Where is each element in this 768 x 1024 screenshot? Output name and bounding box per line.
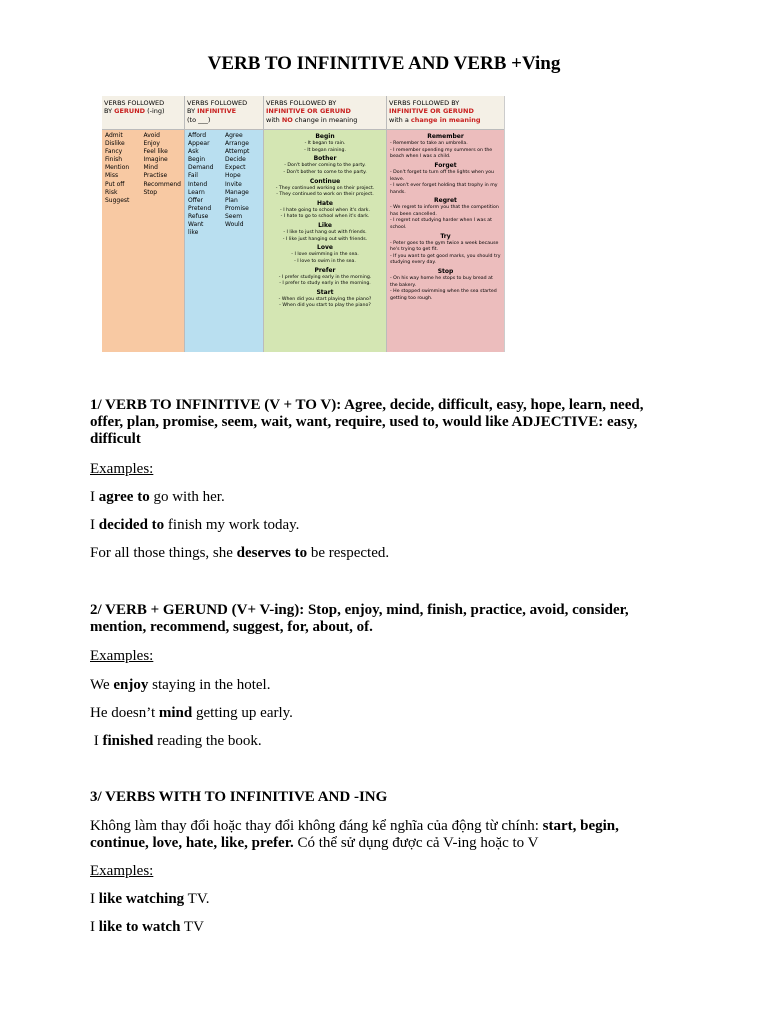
verb-item: Plan	[225, 196, 238, 204]
group-verb-title: Hate	[316, 199, 333, 207]
group-example: - I hate to go to school when it's dark.	[280, 214, 370, 220]
change-column	[387, 96, 504, 352]
group-example: - It began raining.	[304, 147, 346, 153]
group-example: - We regret to inform you that the competition has been cancelled.	[390, 205, 499, 217]
verb-item: Decide	[225, 156, 246, 164]
section2-examples-label: Examples:	[90, 648, 154, 664]
group-example: - If you want to get good marks, you should try studying every day.	[390, 253, 501, 266]
verb-item: Fancy	[105, 148, 123, 156]
group-verb-title: Forget	[434, 161, 457, 169]
verb-item: Avoid	[143, 132, 160, 139]
group-example: - I remember spending my summers on the beach when I was a child.	[390, 147, 493, 160]
section2-example1: We enjoy staying in the hotel.	[90, 677, 271, 693]
group-example: - He stopped swimming when the sea started getting too rough.	[390, 289, 497, 301]
section3-heading: 3/ VERBS WITH TO INFINITIVE AND -ING	[90, 789, 388, 805]
group-verb-title: Try	[440, 232, 451, 240]
group-verb-title: Bother	[313, 155, 337, 163]
verb-item: like	[188, 229, 199, 237]
group-example: - They continued to work on their project.	[276, 192, 374, 198]
verb-item: Would	[225, 221, 244, 229]
group-example: - On his way home he stops to buy bread at the bakery.	[390, 276, 493, 288]
verb-item: Dislike	[105, 140, 125, 148]
change-groups	[387, 130, 504, 352]
section3-description: Không làm thay đổi hoặc thay đổi không đáng kể nghĩa của động từ chính: start, begin, continue, love, hate, like, prefer. Có thể sử dụng được cả V-ing hoặc to V	[90, 818, 619, 851]
change-column-header: VERBS FOLLOWED BY INFINITIVE OR GERUND with a change in meaning	[387, 96, 504, 130]
verb-item: Recommend	[143, 180, 181, 188]
section3-examples-label: Examples:	[90, 863, 154, 879]
no-change-groups	[264, 130, 386, 352]
group-example: - I won't ever forget holding that trophy in my hands.	[390, 183, 498, 195]
group-example: - Don't bother to come to the party.	[283, 169, 367, 175]
group-verb-title: Remember	[427, 133, 464, 140]
section1-heading: 1/ VERB TO INFINITIVE (V + TO V): Agree, decide, difficult, easy, hope, learn, need, offer, plan, promise, seem, wait, want, require, used to, would like ADJECTIVE: easy, difficult	[90, 397, 644, 447]
verb-item: Begin	[188, 156, 206, 164]
verb-item: Learn	[188, 188, 205, 196]
section1-example2: I decided to finish my work today.	[90, 517, 300, 533]
section1-examples-label: Examples:	[90, 461, 154, 477]
section1-example1: I agree to go with her.	[90, 489, 225, 505]
verb-item: Stop	[143, 188, 158, 196]
verb-table-image	[102, 96, 505, 352]
verb-item: Invite	[225, 180, 242, 188]
gerund-verb-list	[102, 130, 184, 352]
group-verb-title: Like	[318, 222, 332, 229]
verb-item: Hope	[225, 172, 241, 180]
section2-example3: I finished reading the book.	[90, 733, 262, 749]
verb-item: Manage	[225, 188, 249, 196]
infinitive-verb-list	[185, 130, 263, 352]
page-title: VERB TO INFINITIVE AND VERB +Ving	[207, 53, 561, 74]
verb-item: Want	[188, 221, 204, 229]
verb-item: Intend	[188, 180, 208, 188]
verb-item: Refuse	[188, 212, 209, 220]
group-example: - I regret not studying harder when I was at school.	[390, 218, 493, 231]
group-verb-title: Stop	[437, 268, 454, 276]
group-verb-title: Love	[317, 244, 333, 252]
verb-item: Practise	[143, 172, 168, 180]
verb-item: Ask	[188, 148, 199, 156]
verb-item: Suggest	[105, 196, 130, 204]
group-example: - It began to rain.	[304, 141, 346, 147]
group-example: - Remember to take an umbrella.	[390, 141, 468, 147]
no-change-column	[264, 96, 387, 352]
section3-example2: I like to watch TV	[90, 919, 204, 935]
section1-example3: For all those things, she deserves to be respected.	[90, 545, 390, 561]
verb-item: Finish	[105, 156, 123, 164]
group-example: - I hate going to school when it's dark.	[280, 207, 370, 213]
verb-item: Promise	[225, 204, 249, 212]
infinitive-column	[185, 96, 264, 352]
group-verb-title: Prefer	[314, 266, 336, 274]
verb-item: Pretend	[188, 204, 212, 212]
no-change-column-header: VERBS FOLLOWED BY INFINITIVE OR GERUND with NO change in meaning	[264, 96, 386, 130]
group-example: - I prefer studying early in the morning.	[278, 274, 372, 280]
verb-item: Miss	[105, 172, 119, 180]
group-example: - Don't bother coming to the party.	[284, 163, 366, 169]
gerund-column-header: VERBS FOLLOWED BY GERUND (-ing)	[102, 96, 184, 130]
verb-item: Agree	[225, 132, 243, 139]
verb-item: Risk	[105, 188, 118, 196]
group-example: - I love to swim in the sea.	[294, 258, 356, 264]
group-verb-title: Regret	[434, 197, 457, 205]
verb-item: Expect	[225, 164, 246, 172]
verb-item: Mind	[143, 164, 158, 172]
infinitive-column-header: VERBS FOLLOWED BY INFINITIVE (to ___)	[185, 96, 263, 130]
verb-item: Afford	[188, 132, 207, 139]
verb-item: Put off	[105, 180, 125, 188]
gerund-column	[102, 96, 185, 352]
group-verb-title: Continue	[309, 177, 341, 185]
group-example: - I love swimming in the sea.	[291, 252, 359, 258]
section2-example2: He doesn’t mind getting up early.	[90, 705, 293, 721]
group-example: - I like to just hang out with friends.	[283, 230, 367, 236]
verb-item: Feel like	[143, 148, 168, 156]
group-example: - I prefer to study early in the morning.	[279, 281, 371, 287]
section3-example1: I like watching TV.	[90, 891, 210, 907]
group-example: - When did you start to play the piano?	[279, 303, 371, 309]
verb-item: Appear	[188, 140, 210, 148]
group-example: - Peter goes to the gym twice a week because he's trying to get fit.	[390, 240, 499, 253]
verb-item: Offer	[188, 196, 204, 204]
verb-item: Enjoy	[143, 140, 160, 148]
group-example: - I like just hanging out with friends.	[282, 236, 368, 242]
verb-item: Admit	[105, 132, 123, 139]
group-verb-title: Begin	[315, 133, 335, 140]
verb-item: Attempt	[225, 148, 250, 156]
section2-heading: 2/ VERB + GERUND (V+ V-ing): Stop, enjoy, mind, finish, practice, avoid, consider, mention, recommend, suggest, for, about, of.	[90, 602, 629, 635]
group-example: - When did you start playing the piano?	[278, 296, 372, 302]
group-example: - They continued working on their project.	[275, 185, 375, 191]
verb-item: Fail	[188, 172, 198, 180]
group-example: - Don't forget to turn off the lights when you leave.	[390, 169, 494, 182]
verb-item: Mention	[105, 164, 130, 172]
group-verb-title: Start	[316, 288, 334, 296]
verb-item: Demand	[188, 164, 214, 172]
verb-item: Imagine	[143, 156, 168, 164]
verb-item: Seem	[225, 212, 243, 220]
verb-item: Arrange	[225, 140, 249, 148]
